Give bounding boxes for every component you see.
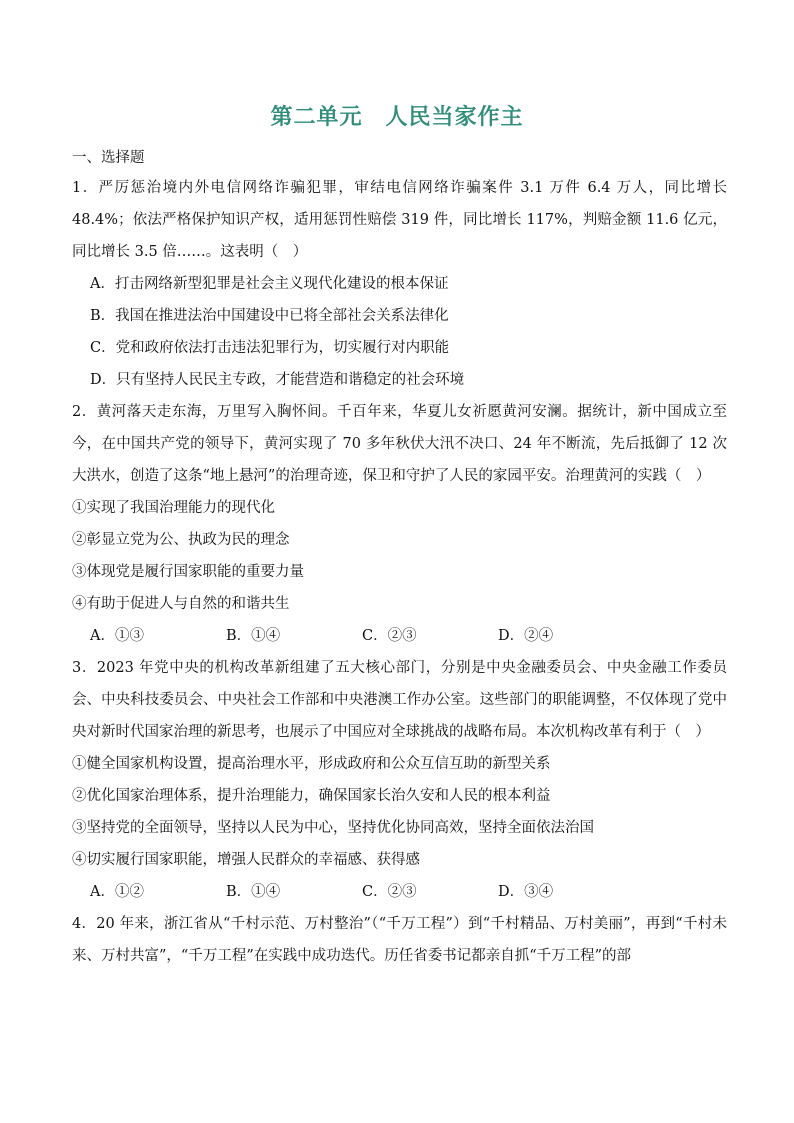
question-stem: 3．2023 年党中央的机构改革新组建了五大核心部门，分别是中央金融委员会、中央金融工作委员会、中央科技委员会、中央社会工作部和中央港澳工作办公室。这些部门的职能调整，不仅体现了党中央对新时代国家治理的新思考，也展示了中国应对全球挑战的战略布局。本次机构改革有利于（ ） bbox=[72, 660, 727, 740]
question-4 bbox=[72, 908, 727, 972]
option-a: A．打击网络新型犯罪是社会主义现代化建设的根本保证 bbox=[90, 276, 449, 292]
statement-1: ①健全国家机构设置，提高治理水平，形成政府和公众互信互助的新型关系 bbox=[72, 756, 551, 772]
option-d: D．只有坚持人民民主专政，才能营造和谐稳定的社会环境 bbox=[90, 372, 465, 388]
statement-2: ②优化国家治理体系，提升治理能力，确保国家长治久安和人民的根本利益 bbox=[72, 788, 551, 804]
page-title: 第二单元 人民当家作主 bbox=[270, 105, 524, 130]
option-c: C．党和政府依法打击违法犯罪行为，切实履行对内职能 bbox=[90, 340, 450, 356]
question-list bbox=[72, 172, 727, 972]
answer-c: C．②③ bbox=[362, 884, 417, 900]
statement-4: ④有助于促进人与自然的和谐共生 bbox=[72, 596, 290, 612]
statement-2: ②彰显立党为公、执政为民的理念 bbox=[72, 532, 290, 548]
question-stem: 1．严厉惩治境内外电信网络诈骗犯罪，审结电信网络诈骗案件 3.1 万件 6.4 万人，同比增长 48.4%；依法严格保护知识产权，适用惩罚性赔偿 319 件，同比增长 117%，判赔金额 11.6 亿元，同比增长 3.5 倍……。这表明（ ） bbox=[72, 180, 727, 260]
statement-1: ①实现了我国治理能力的现代化 bbox=[72, 500, 275, 516]
option-b: B．我国在推进法治中国建设中已将全部社会关系法律化 bbox=[90, 308, 449, 324]
question-3 bbox=[72, 652, 727, 908]
statement-3: ③坚持党的全面领导，坚持以人民为中心，坚持优化协同高效，坚持全面依法治国 bbox=[72, 820, 594, 836]
question-stem: 4．20 年来，浙江省从“千村示范、万村整治”（“千万工程”）到“千村精品、万村美丽”，再到“千村未来、万村共富”，“千万工程”在实践中成功迭代。历任省委书记都亲自抓“千万工程”的部 bbox=[72, 916, 727, 964]
answer-a: A．①③ bbox=[90, 628, 144, 644]
answer-b: B．①④ bbox=[226, 884, 281, 900]
statement-3: ③体现党是履行国家职能的重要力量 bbox=[72, 564, 304, 580]
answer-a: A．①② bbox=[90, 884, 144, 900]
answer-options bbox=[72, 876, 727, 908]
answer-c: C．②③ bbox=[362, 628, 417, 644]
question-1 bbox=[72, 172, 727, 396]
answer-d: D．②④ bbox=[498, 628, 554, 644]
section-heading: 一、选择题 bbox=[72, 150, 145, 166]
answer-d: D．③④ bbox=[498, 884, 554, 900]
question-2 bbox=[72, 396, 727, 652]
answer-options bbox=[72, 620, 727, 652]
question-stem: 2．黄河落天走东海，万里写入胸怀间。千百年来，华夏儿女祈愿黄河安澜。据统计，新中国成立至今，在中国共产党的领导下，黄河实现了 70 多年秋伏大汛不决口、24 年不断流，先后抵御了 12 次大洪水，创造了这条“地上悬河”的治理奇迹，保卫和守护了人民的家园平安。治理黄河的实践（ ） bbox=[72, 404, 727, 484]
statement-4: ④切实履行国家职能，增强人民群众的幸福感、获得感 bbox=[72, 852, 420, 868]
answer-b: B．①④ bbox=[226, 628, 281, 644]
